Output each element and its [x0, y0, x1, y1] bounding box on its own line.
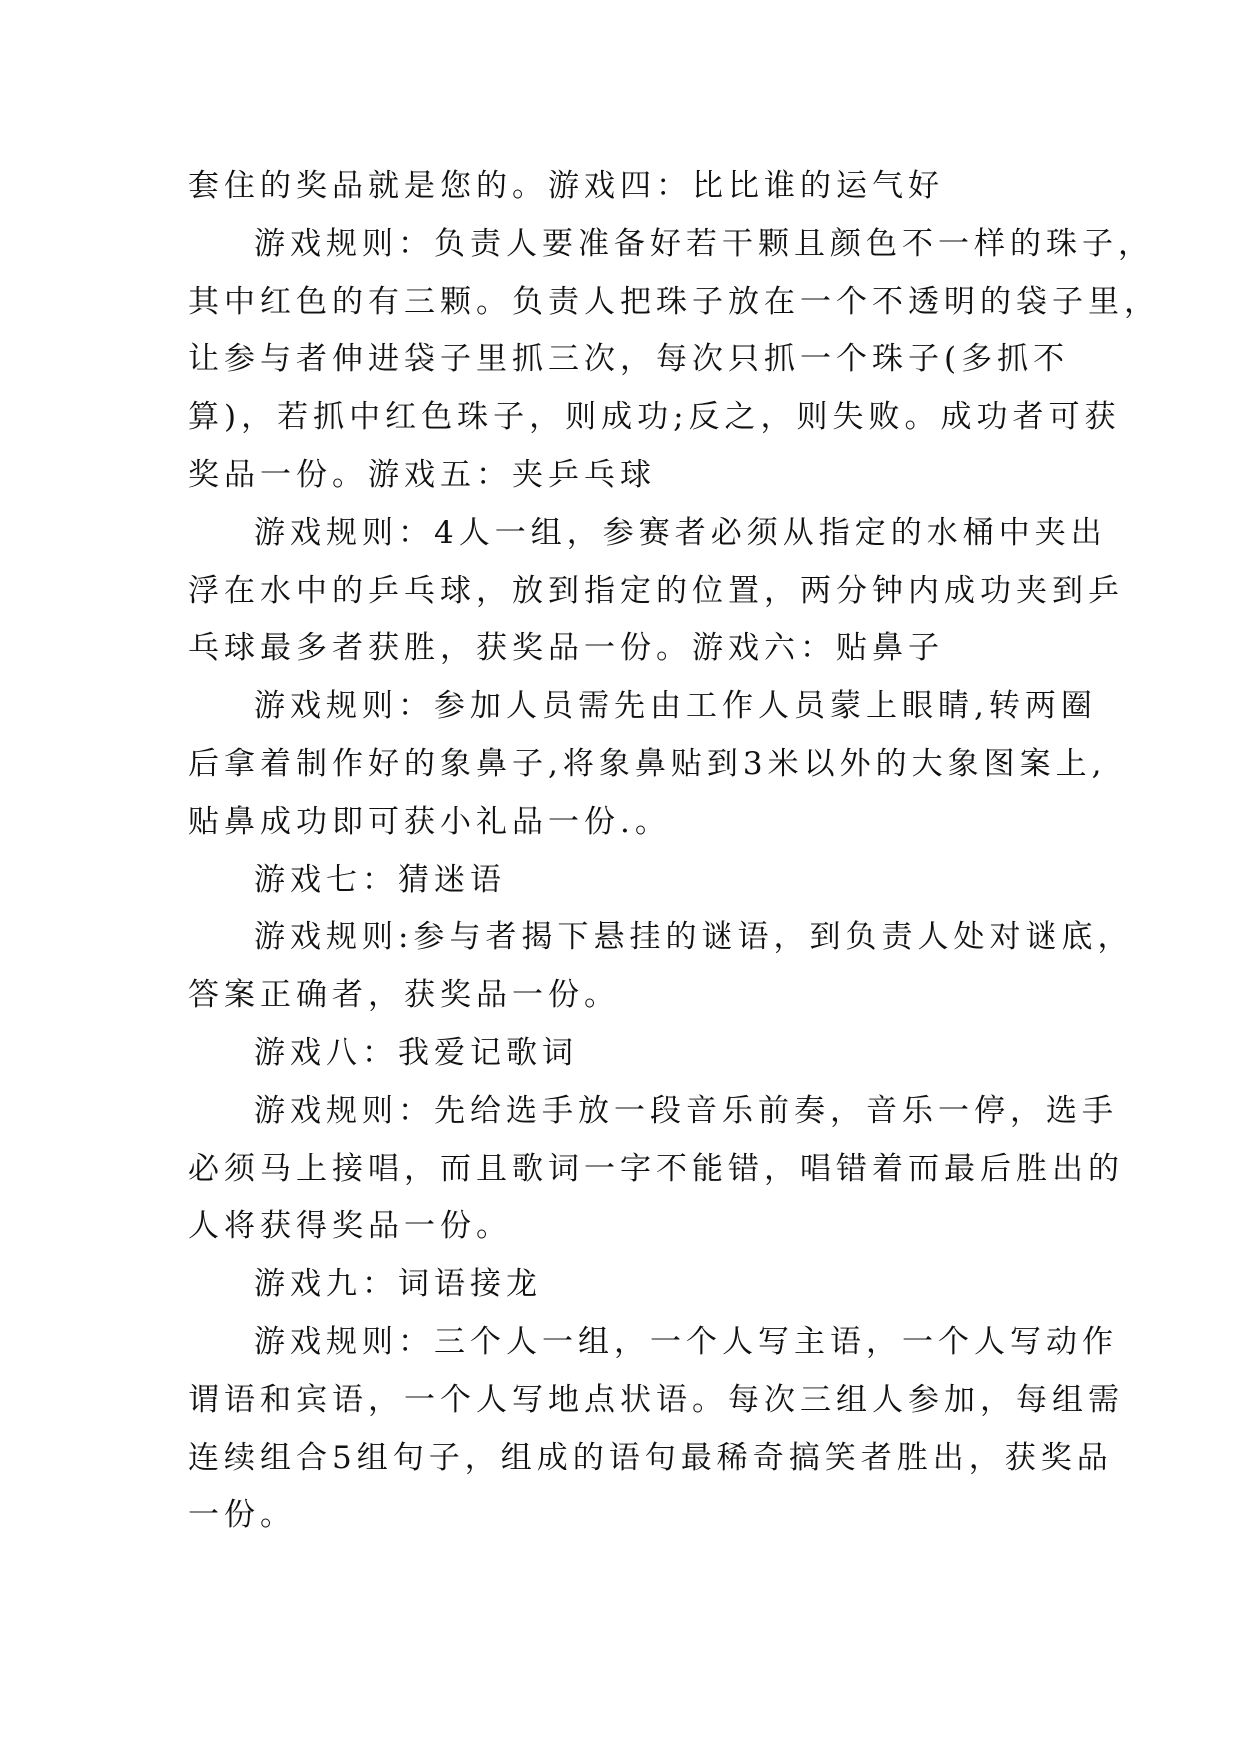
section-heading: 游戏九：词语接龙	[254, 1266, 542, 1303]
section-heading: 游戏八：我爱记歌词	[254, 1034, 578, 1071]
text-line: 游戏规则：4人一组，参赛者必须从指定的水桶中夹出	[254, 514, 1107, 551]
text-line: 乓球最多者获胜，获奖品一份。游戏六：贴鼻子	[188, 630, 944, 667]
text-line: 浮在水中的乒乓球，放到指定的位置，两分钟内成功夹到乒	[188, 572, 1124, 609]
text-line: 贴鼻成功即可获小礼品一份.。	[188, 803, 671, 840]
section-heading: 游戏七：猜迷语	[254, 861, 506, 898]
text-line: 其中红色的有三颗。负责人把珠子放在一个不透明的袋子里，	[188, 283, 1160, 320]
text-line: 答案正确者，获奖品一份。	[188, 977, 620, 1014]
text-line: 必须马上接唱，而且歌词一字不能错，唱错着而最后胜出的	[188, 1150, 1124, 1187]
text-line: 游戏规则：负责人要准备好若干颗且颜色不一样的珠子，	[254, 225, 1154, 262]
text-line: 连续组合5组句子，组成的语句最稀奇搞笑者胜出，获奖品	[188, 1439, 1113, 1476]
text-line: 套住的奖品就是您的。游戏四：比比谁的运气好	[188, 168, 944, 204]
text-line: 奖品一份。游戏五：夹乒乓球	[188, 456, 656, 493]
text-line: 谓语和宾语，一个人写地点状语。每次三组人参加，每组需	[188, 1381, 1124, 1418]
text-line: 后拿着制作好的象鼻子,将象鼻贴到3米以外的大象图案上,	[188, 745, 1107, 782]
text-line: 游戏规则：先给选手放一段音乐前奏，音乐一停，选手	[254, 1092, 1118, 1129]
text-line: 人将获得奖品一份。	[188, 1208, 512, 1245]
text-line: 一份。	[188, 1497, 296, 1534]
document-body	[188, 158, 1160, 1545]
text-line: 游戏规则：参加人员需先由工作人员蒙上眼睛,转两圈	[254, 688, 1097, 725]
text-line: 算)，若抓中红色珠子，则成功;反之，则失败。成功者可获	[188, 399, 1121, 436]
text-line: 让参与者伸进袋子里抓三次，每次只抓一个珠子(多抓不	[188, 341, 1070, 378]
text-line: 游戏规则:参与者揭下悬挂的谜语，到负责人处对谜底，	[254, 919, 1134, 956]
text-line: 游戏规则：三个人一组，一个人写主语，一个人写动作	[254, 1323, 1118, 1360]
